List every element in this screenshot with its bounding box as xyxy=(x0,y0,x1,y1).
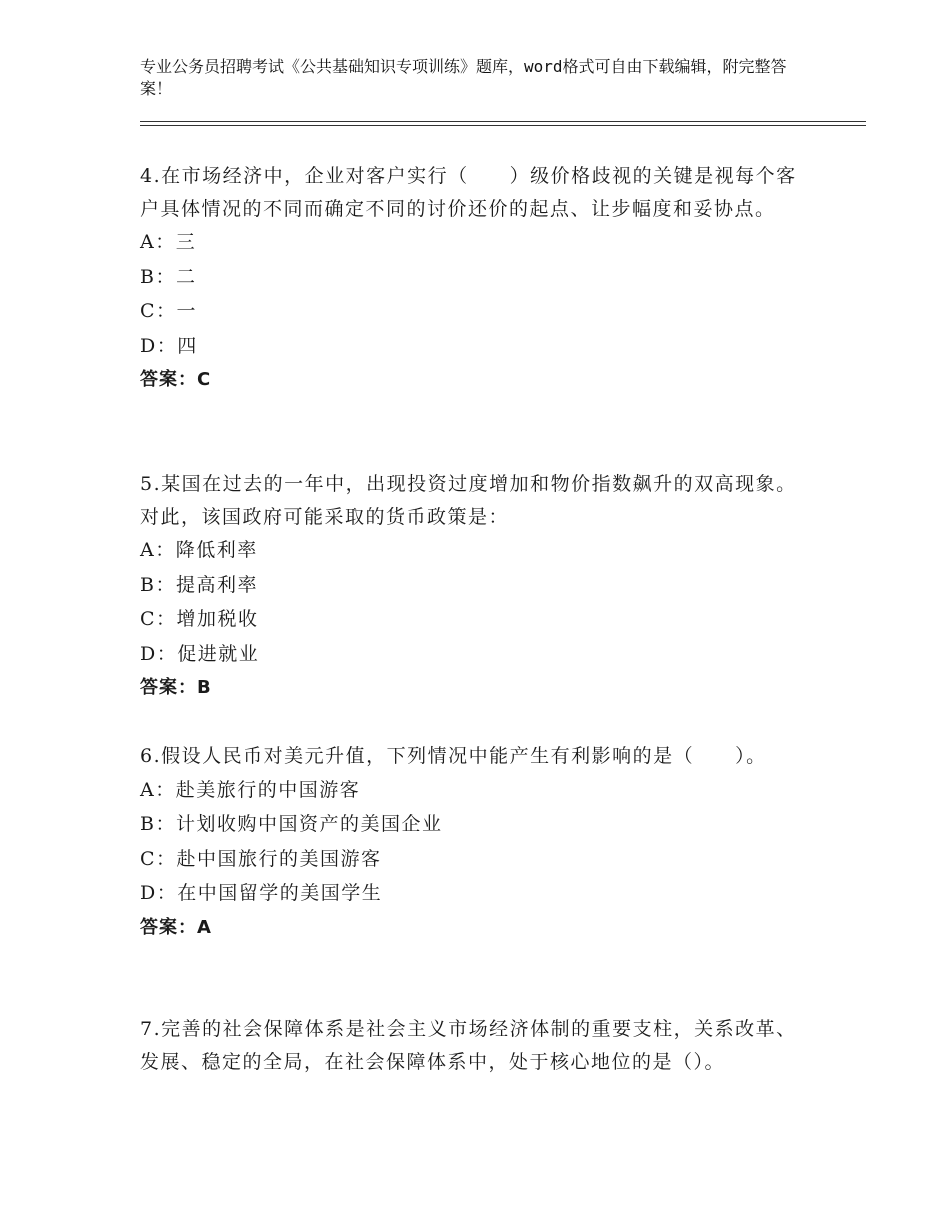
question-7 xyxy=(140,1013,800,1078)
option-b: B：二 xyxy=(140,265,197,288)
option-c: C：增加税收 xyxy=(140,608,259,630)
option-d: D：促进就业 xyxy=(140,642,260,665)
header-divider-bottom xyxy=(140,125,866,126)
question-stem: 6.假设人民币对美元升值，下列情况中能产生有利影响的是（ ）。 xyxy=(140,745,767,767)
option-d: D：在中国留学的美国学生 xyxy=(140,882,383,904)
answer-line: 答案：A xyxy=(140,916,212,938)
question-5 xyxy=(140,468,800,705)
answer-line: 答案：B xyxy=(140,677,212,698)
option-c: C：一 xyxy=(140,300,198,322)
question-4 xyxy=(140,160,800,397)
option-a: A：赴美旅行的中国游客 xyxy=(140,778,361,801)
option-d: D：四 xyxy=(140,334,198,357)
question-stem: 7.完善的社会保障体系是社会主义市场经济体制的重要支柱，关系改革、发展、稳定的全局，在社会保障体系中，处于核心地位的是（）。 xyxy=(140,1018,797,1073)
document-header: 专业公务员招聘考试《公共基础知识专项训练》题库，word格式可自由下载编辑，附完整答案！ xyxy=(140,57,787,98)
option-b: B：提高利率 xyxy=(140,573,258,596)
option-a: A：降低利率 xyxy=(140,539,258,561)
option-b: B：计划收购中国资产的美国企业 xyxy=(140,813,443,835)
answer-line: 答案：C xyxy=(140,369,212,390)
header-divider-top xyxy=(140,121,866,122)
question-6 xyxy=(140,740,800,945)
option-a: A：三 xyxy=(140,231,197,253)
question-stem: 5.某国在过去的一年中，出现投资过度增加和物价指数飙升的双高现象。对此，该国政府可能采取的货币政策是： xyxy=(140,473,797,528)
question-stem: 4.在市场经济中，企业对客户实行（ ）级价格歧视的关键是视每个客户具体情况的不同而确定不同的讨价还价的起点、让步幅度和妥协点。 xyxy=(140,165,797,220)
option-c: C：赴中国旅行的美国游客 xyxy=(140,847,382,870)
